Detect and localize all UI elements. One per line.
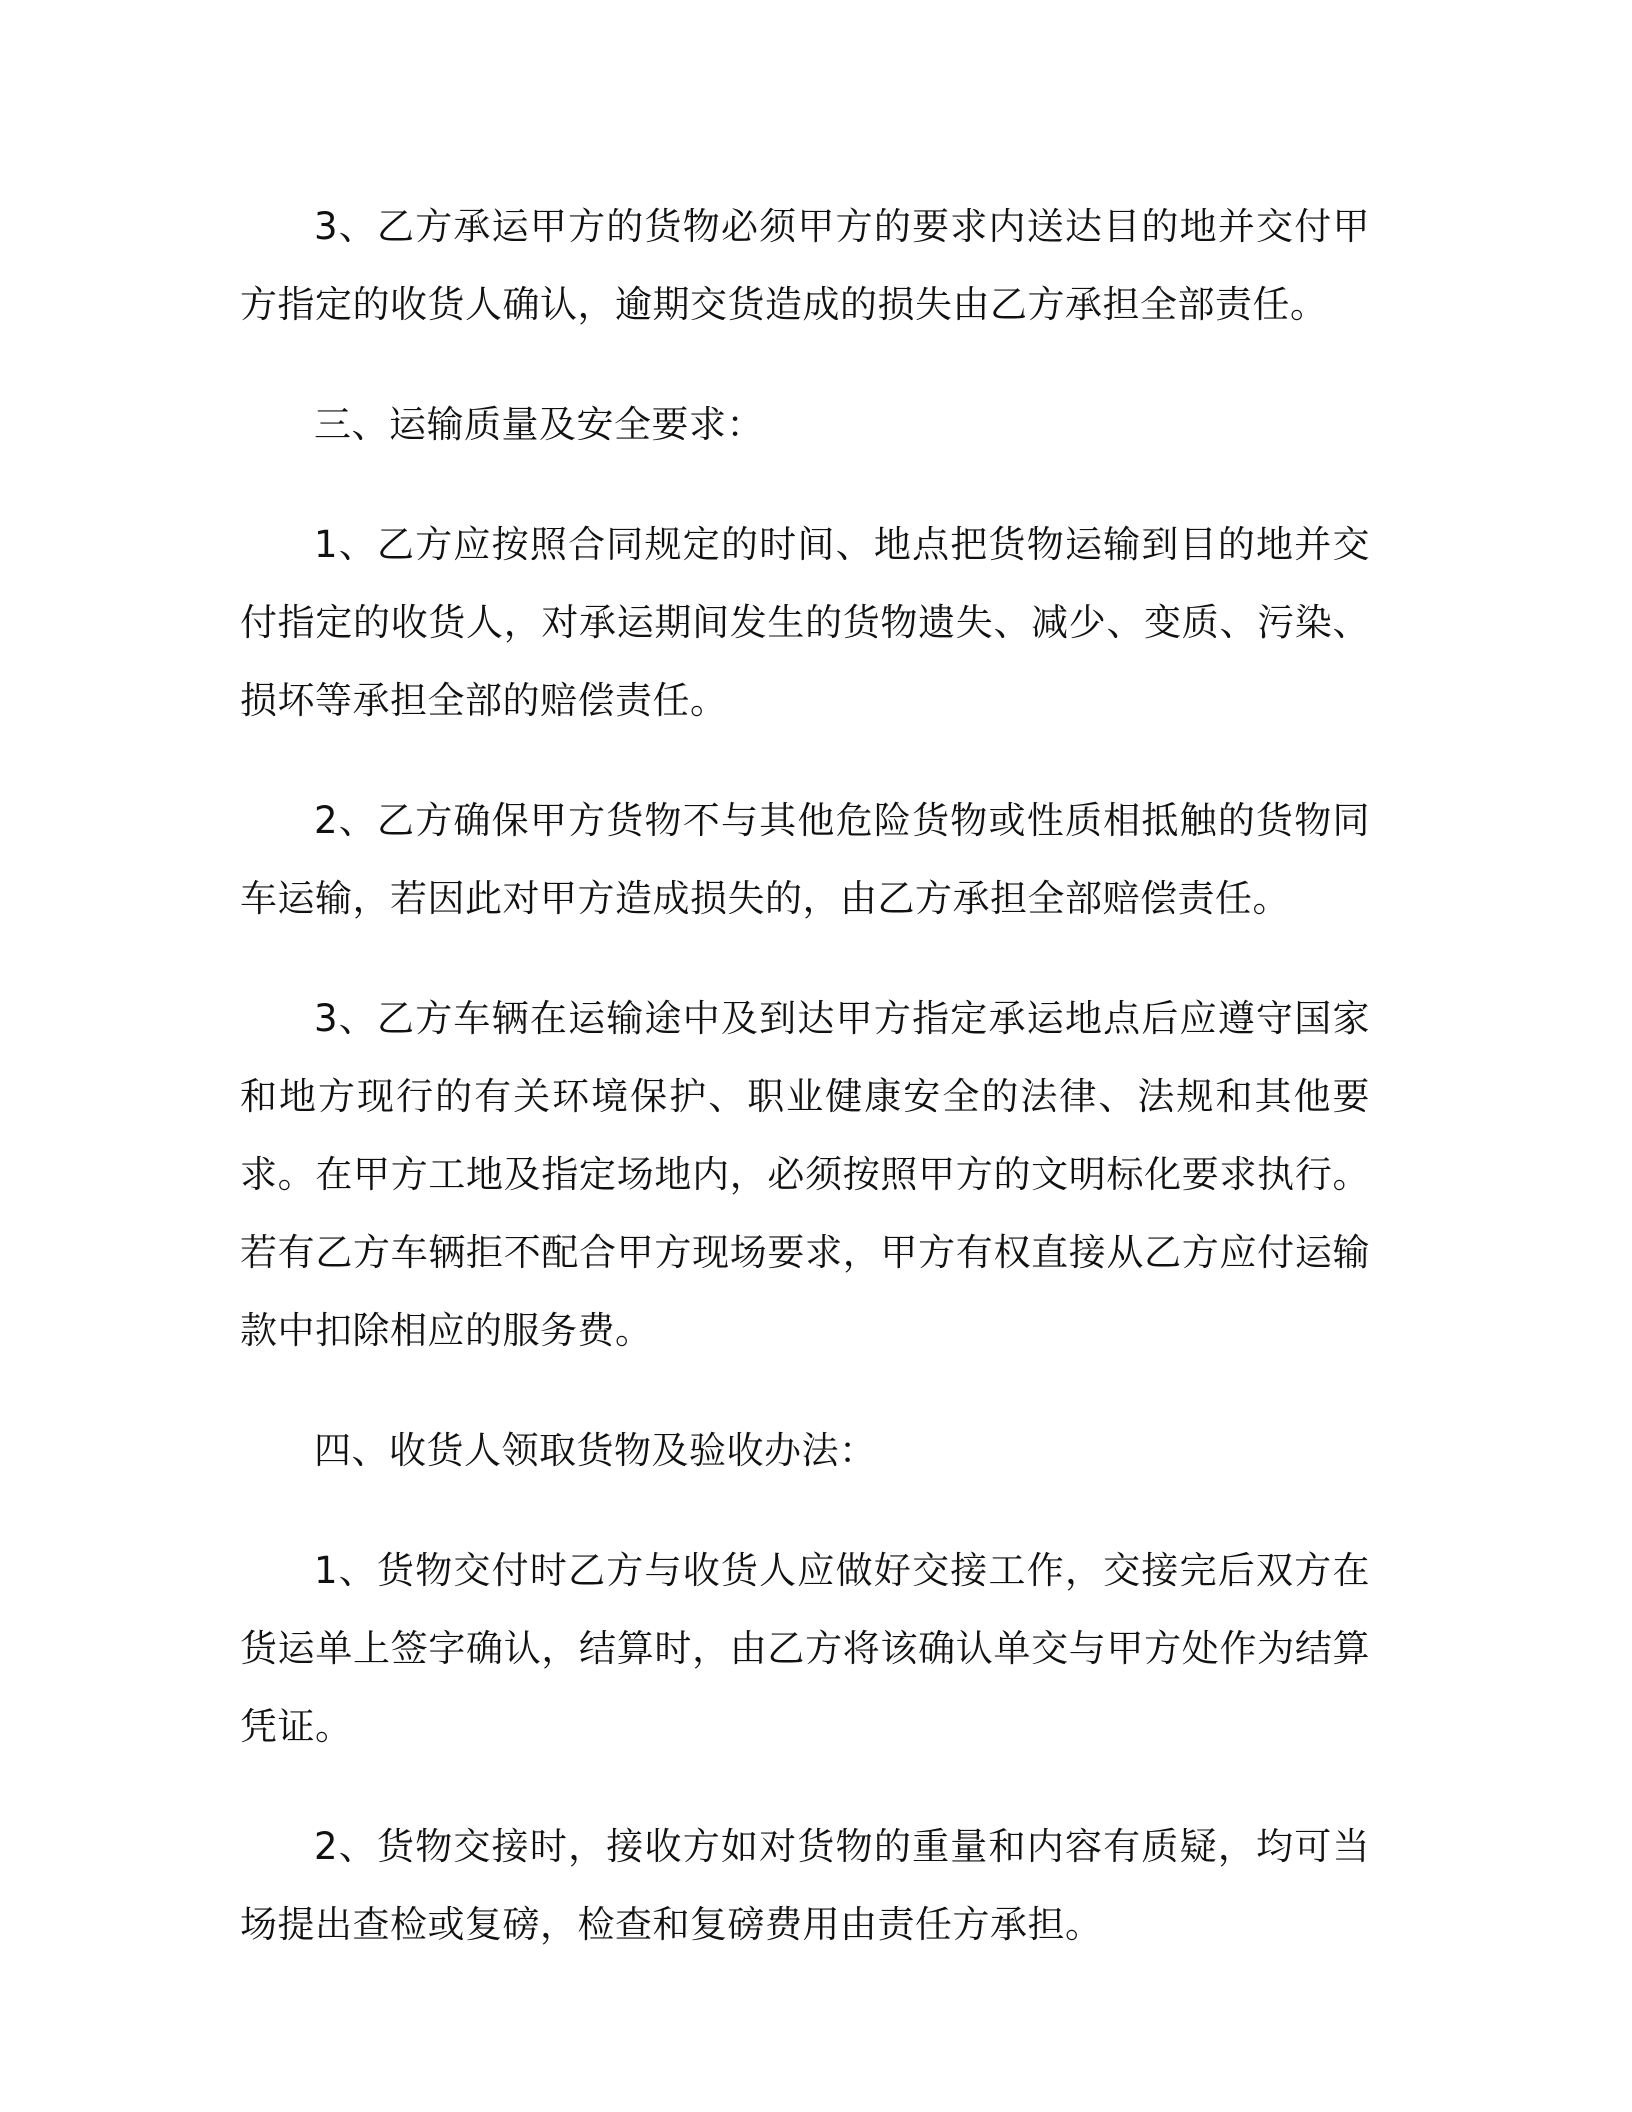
clause-paragraph: 1、乙方应按照合同规定的时间、地点把货物运输到目的地并交付指定的收货人，对承运期间发生的货物遗失、减少、变质、污染、损坏等承担全部的赔偿责任。 bbox=[240, 523, 1370, 722]
clause-paragraph: 3、乙方车辆在运输途中及到达甲方指定承运地点后应遵守国家和地方现行的有关环境保护、职业健康安全的法律、法规和其他要求。在甲方工地及指定场地内，必须按照甲方的文明标化要求执行。若有乙方车辆拒不配合甲方现场要求，甲方有权直接从乙方应付运输款中扣除相应的服务费。 bbox=[240, 997, 1370, 1352]
document-body bbox=[240, 188, 1370, 2006]
section-heading: 四、收货人领取货物及验收办法： bbox=[314, 1429, 877, 1472]
clause-paragraph: 2、货物交接时，接收方如对货物的重量和内容有质疑，均可当场提出查检或复磅，检查和复磅费用由责任方承担。 bbox=[240, 1825, 1370, 1946]
section-heading: 三、运输质量及安全要求： bbox=[314, 403, 764, 446]
clause-paragraph: 3、乙方承运甲方的货物必须甲方的要求内送达目的地并交付甲方指定的收货人确认，逾期交货造成的损失由乙方承担全部责任。 bbox=[240, 205, 1370, 326]
clause-paragraph: 2、乙方确保甲方货物不与其他危险货物或性质相抵触的货物同车运输，若因此对甲方造成损失的，由乙方承担全部赔偿责任。 bbox=[240, 799, 1370, 920]
clause-paragraph: 1、货物交付时乙方与收货人应做好交接工作，交接完后双方在货运单上签字确认，结算时，由乙方将该确认单交与甲方处作为结算凭证。 bbox=[240, 1549, 1370, 1748]
